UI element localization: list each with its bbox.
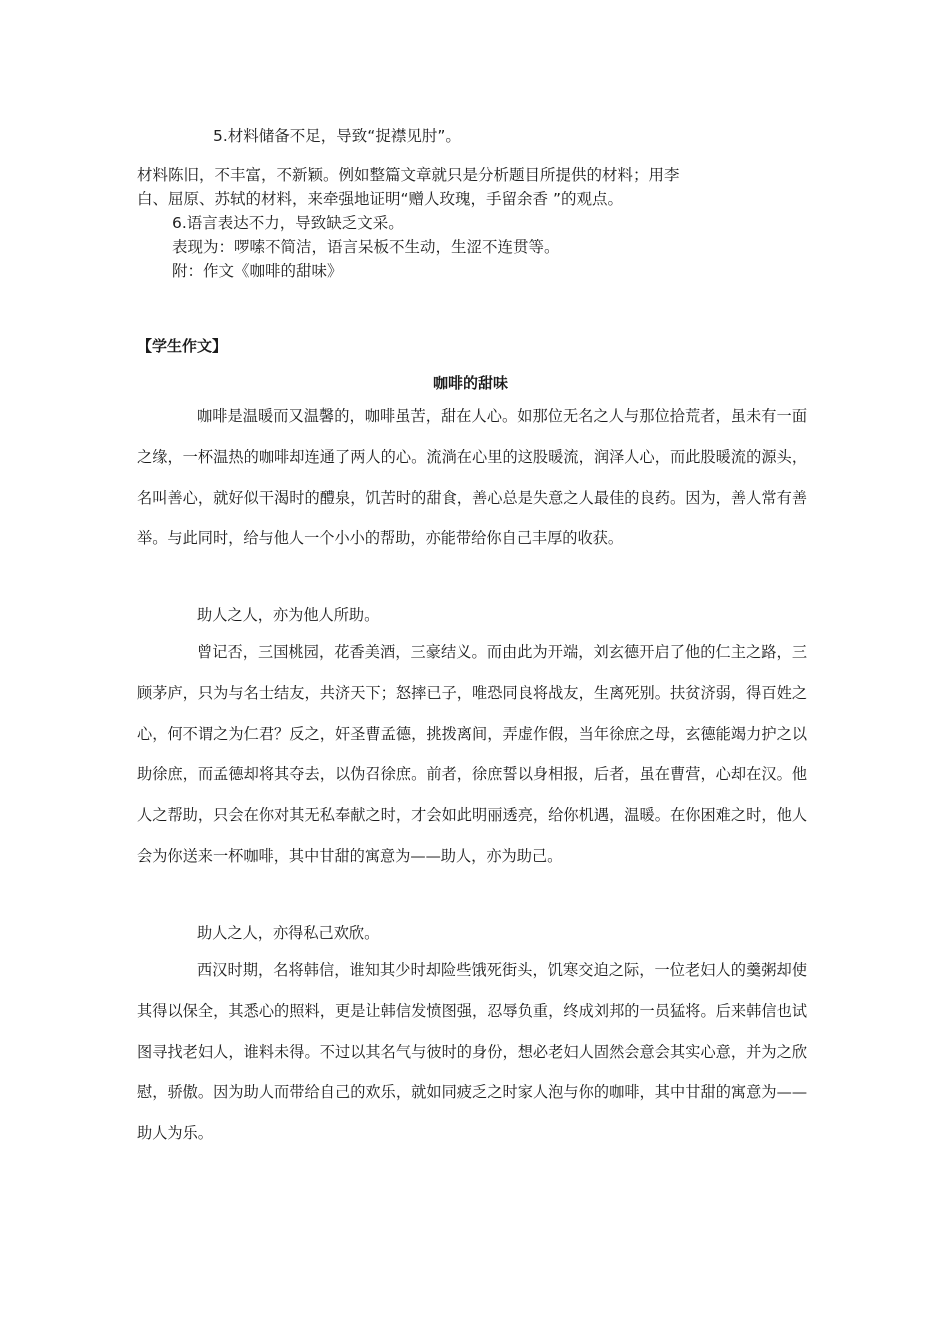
essay-paragraph-4: 助人之人，亦得私己欢欣。 — [197, 924, 380, 942]
section-header: 【学生作文】 — [137, 337, 228, 355]
essay-paragraph-1: 咖啡是温暖而又温馨的，咖啡虽苦，甜在人心。如那位无名之人与那位拾荒者，虽未有一面之缘，一杯温热的咖啡却连通了两人的心。流淌在心里的这股暖流，润泽人心，而此股暖流的源头，名叫善心，就好似干渴时的醴泉，饥苦时的甜食，善心总是失意之人最佳的良药。因为，善人常有善举。与此同时，给与他人一个小小的帮助，亦能带给你自己丰厚的收获。 — [137, 407, 807, 548]
item5-body-line1: 材料陈旧，不丰富，不新颖。例如整篇文章就只是分析题目所提供的材料；用李 — [137, 166, 680, 184]
essay-paragraph-5: 西汉时期，名将韩信，谁知其少时却险些饿死街头，饥寒交迫之际，一位老妇人的羹粥却使其得以保全，其悉心的照料，更是让韩信发愤图强，忍辱负重，终成刘邦的一员猛将。后来韩信也试图寻找老妇人，谁料未得。不过以其名气与彼时的身份，想必老妇人固然会意会其实心意，并为之欣慰，骄傲。因为助人而带给自己的欢乐，就如同疲乏之时家人泡与你的咖啡，其中甘甜的寓意为——助人为乐。 — [137, 961, 807, 1143]
essay-paragraph-2: 助人之人，亦为他人所助。 — [197, 606, 380, 624]
item5-body-line2: 白、屈原、苏轼的材料，来牵强地证明“赠人玫瑰，手留余香 ”的观点。 — [137, 190, 623, 208]
essay-title: 咖啡的甜味 — [433, 374, 509, 392]
item6-title: 6.语言表达不力，导致缺乏文采。 — [172, 214, 404, 232]
essay-paragraph-3: 曾记否，三国桃园，花香美酒，三豪结义。而由此为开端，刘玄德开启了他的仁主之路，三顾茅庐，只为与名士结友，共济天下；怒摔已子，唯恐同良将战友，生离死别。扶贫济弱，得百姓之心，何不谓之为仁君？反之，奸圣曹孟德，挑拨离间，弄虚作假，当年徐庶之母，玄德能竭力护之以助徐庶，而孟德却将其夺去，以伪召徐庶。前者，徐庶誓以身相报，后者，虽在曹营，心却在汉。他人之帮助，只会在你对其无私奉献之时，才会如此明丽透亮，给你机遇，温暖。在你困难之时，他人会为你送来一杯咖啡，其中甘甜的寓意为——助人，亦为助己。 — [137, 643, 807, 865]
item5-title: 5.材料储备不足，导致“捉襟见肘”。 — [213, 127, 461, 145]
item6-body: 表现为：啰嗦不简洁，语言呆板不生动，生涩不连贯等。 — [172, 238, 560, 256]
appendix-line: 附：作文《咖啡的甜味》 — [172, 262, 343, 280]
